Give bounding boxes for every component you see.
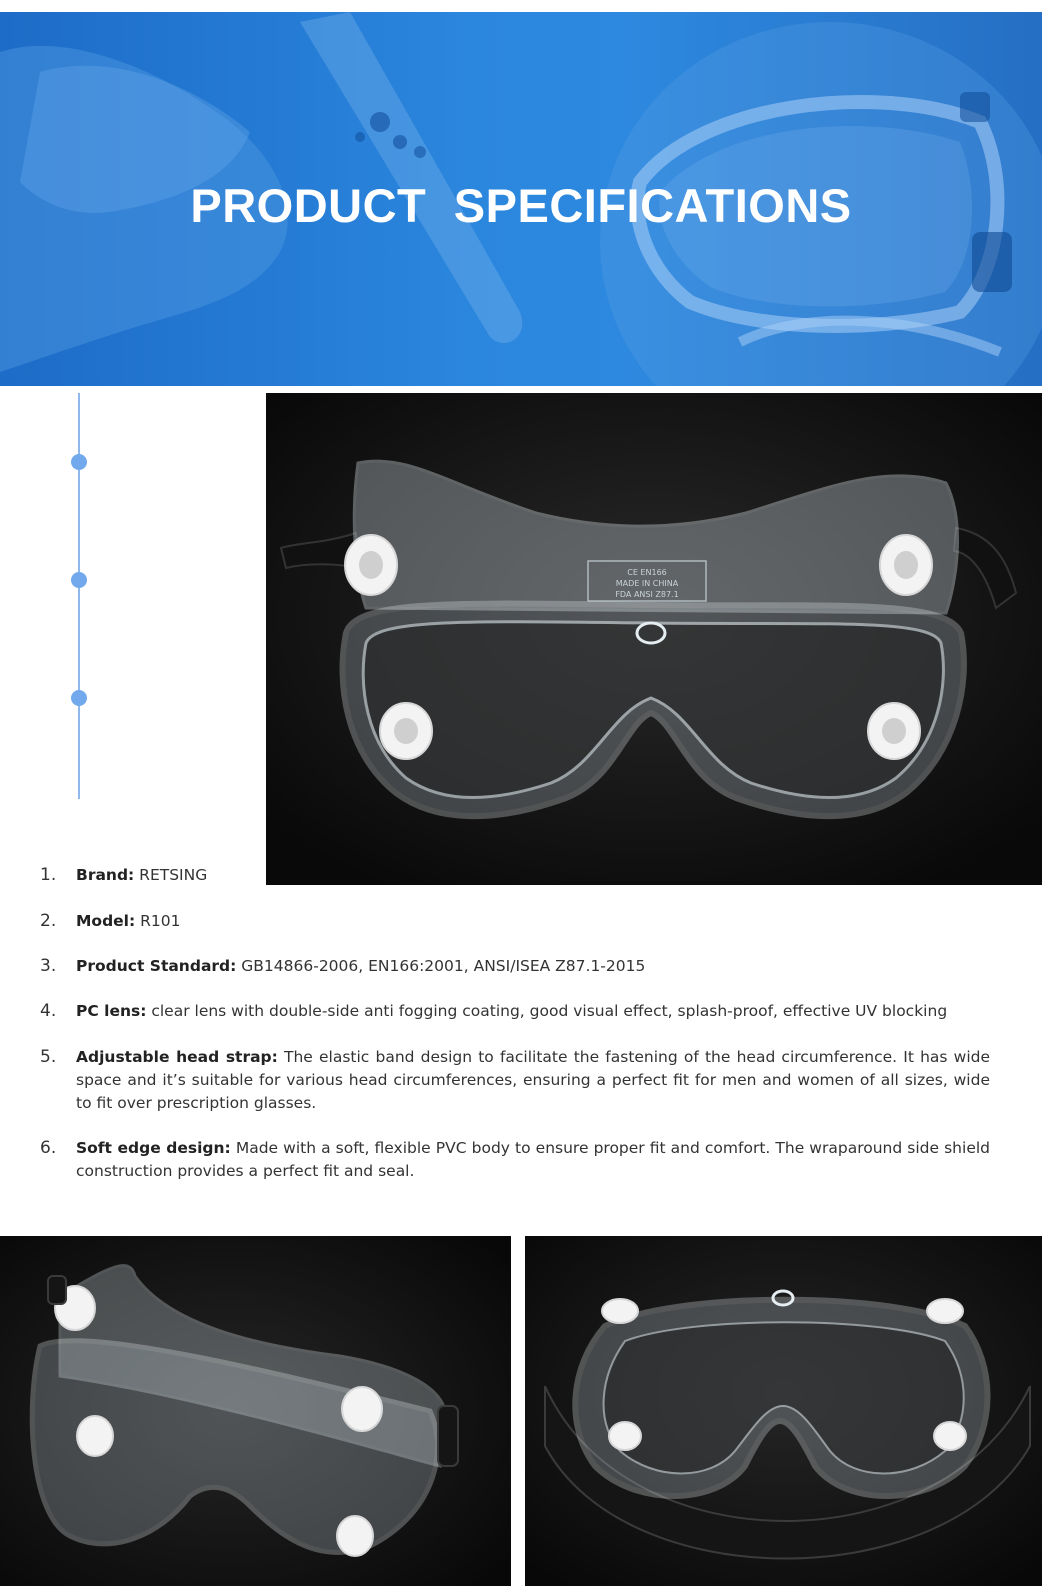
spec-item-standard xyxy=(40,955,990,978)
spec-text: R101 xyxy=(135,912,181,930)
product-photo-angle xyxy=(0,1236,511,1586)
lens-marking-line: FDA ANSI Z87.1 xyxy=(615,590,679,599)
spec-text: The elastic band design to facilitate the fastening of the head circumference. It has wide space and it’s suitable for various head circumferences, ensuring a perfect fit for men and women of all sizes, wide to fit over prescription glasses. xyxy=(76,1048,990,1112)
spec-item-model xyxy=(40,910,990,933)
spec-number: 4. xyxy=(40,1001,57,1021)
spec-number: 2. xyxy=(40,911,57,931)
goggles-top-illustration xyxy=(525,1236,1042,1586)
spec-number: 1. xyxy=(40,865,57,885)
spec-item-brand xyxy=(40,864,990,887)
spec-label: PC lens: xyxy=(76,1002,147,1020)
banner-title: PRODUCT SPECIFICATIONS xyxy=(190,179,852,232)
product-photo-front xyxy=(266,393,1042,885)
spec-text: clear lens with double-side anti fogging coating, good visual effect, splash-proof, effective UV blocking xyxy=(146,1002,948,1020)
spec-text: RETSING xyxy=(134,866,208,884)
timeline-dot xyxy=(71,572,87,588)
spec-number: 5. xyxy=(40,1047,57,1067)
product-photo-top xyxy=(525,1236,1042,1586)
spec-label: Adjustable head strap: xyxy=(76,1048,278,1066)
spec-text: Made with a soft, flexible PVC body to ensure proper fit and comfort. The wraparound side shield construction provides a perfect fit and seal. xyxy=(76,1139,990,1180)
spec-item-strap xyxy=(40,1046,990,1115)
spec-item-edge xyxy=(40,1137,990,1183)
banner xyxy=(0,12,1042,386)
spec-label: Product Standard: xyxy=(76,957,237,975)
spec-text: GB14866-2006, EN166:2001, ANSI/ISEA Z87.1-2015 xyxy=(236,957,646,975)
lens-marking-line: CE EN166 xyxy=(627,568,667,577)
spec-number: 6. xyxy=(40,1138,57,1158)
spec-label: Model: xyxy=(76,912,136,930)
spec-item-lens xyxy=(40,1000,990,1023)
goggles-angle-illustration xyxy=(0,1236,511,1586)
spec-number: 3. xyxy=(40,956,57,976)
spec-label: Soft edge design: xyxy=(76,1139,231,1157)
timeline-dot xyxy=(71,690,87,706)
lens-marking-line: MADE IN CHINA xyxy=(615,579,679,588)
timeline-dot xyxy=(71,454,87,470)
goggles-front-illustration xyxy=(266,393,1042,885)
spec-label: Brand: xyxy=(76,866,135,884)
